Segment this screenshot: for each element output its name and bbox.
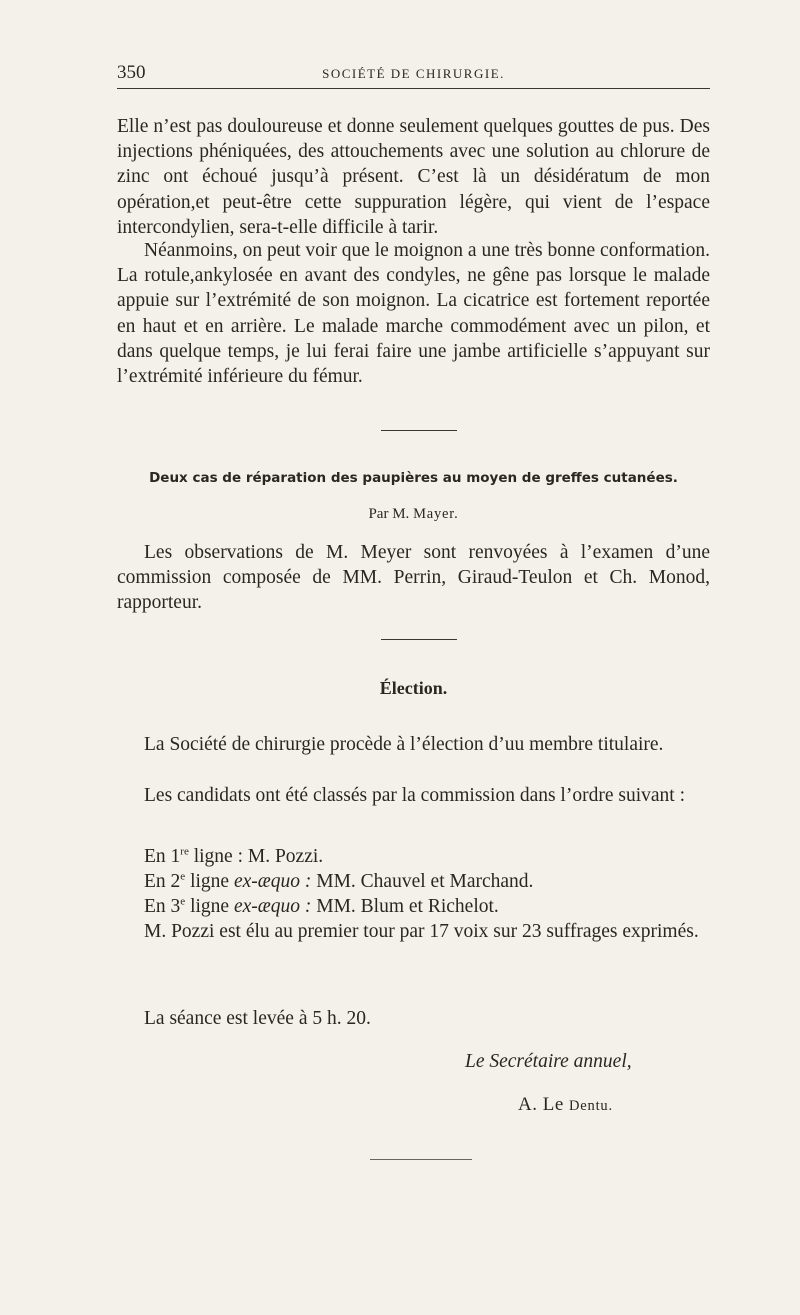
running-head: SOCIÉTÉ DE CHIRURGIE.: [322, 66, 505, 81]
paragraph-3: [117, 540, 710, 616]
byline-author: Mayer.: [413, 506, 459, 522]
candidate-text: ligne : M. Pozzi.: [188, 846, 324, 867]
section-title: Deux cas de réparation des paupières au moyen de greffes cutanées.: [149, 470, 678, 486]
signature-surname: Dentu.: [569, 1098, 613, 1114]
candidate-line-2: [144, 869, 533, 894]
signature-name: [518, 1094, 613, 1116]
candidate-names: MM. Chauvel et Marchand.: [311, 871, 534, 892]
ex-aequo-label: ex-æquo :: [233, 871, 312, 892]
candidate-names: MM. Blum et Richelot.: [311, 896, 499, 917]
rank-prefix: En 2: [144, 871, 181, 892]
paragraph-text: Néanmoins, on peut voir que le moignon a une très bonne conformation. La rotule,ankylosée en avant des condyles, ne gêne pas lorsque le malade appuie sur l’extrémité de son moignon. La cicatrice est fortement reportée en haut et en arrière. Le malade marche commodément avec un pilon, et dans quelque temps, je lui ferai faire une jambe artificielle s’appuyant sur l’extrémité inférieure du fémur.: [117, 240, 710, 388]
byline-prefix: Par M.: [368, 506, 410, 522]
paragraph-text: Les candidats ont été classés par la commission dans l’ordre suivant :: [144, 785, 685, 806]
paragraph-text: Les observations de M. Meyer sont renvoyées à l’examen d’une commission composée de MM. Perrin, Giraud-Teulon et Ch. Monod, rapporteur.: [117, 542, 710, 614]
candidate-text: ligne: [185, 871, 234, 892]
candidate-text: ligne: [185, 896, 234, 917]
paragraph-1: [117, 114, 710, 240]
paragraph-7: [117, 1006, 710, 1031]
candidate-line-1: [144, 844, 533, 869]
end-divider: [370, 1159, 472, 1160]
section-divider: [381, 430, 457, 431]
paragraph-text: La Société de chirurgie procède à l’élection d’uu membre titulaire.: [144, 734, 664, 755]
rank-suffix: re: [180, 845, 189, 858]
rank-suffix: e: [180, 895, 186, 908]
signature-role: Le Secrétaire annuel,: [465, 1051, 632, 1072]
paragraph-6: [117, 919, 710, 944]
paragraph-text: Elle n’est pas douloureuse et donne seulement quelques gouttes de pus. Des injections phéniquées, des attouchements avec une solution au chlorure de zinc ont échoué jusqu’à présent. C’est là un désidératum de mon opération,et peut-être cette suppuration légère, qui vient de l’espace intercondylien, sera-t-elle difficile à tarir.: [117, 116, 710, 238]
byline: [117, 506, 710, 523]
candidate-line-3: [144, 894, 533, 919]
paragraph-text: M. Pozzi est élu au premier tour par 17 voix sur 23 suffrages exprimés.: [144, 921, 699, 942]
rank-suffix: e: [180, 870, 186, 883]
signature-initial: A. Le: [518, 1094, 570, 1115]
election-title: Élection.: [379, 678, 448, 698]
rank-prefix: En 3: [144, 896, 181, 917]
paragraph-text: La séance est levée à 5 h. 20.: [144, 1008, 371, 1029]
ex-aequo-label: ex-æquo :: [233, 896, 312, 917]
paragraph-5: [117, 783, 710, 808]
section-divider: [381, 639, 457, 640]
paragraph-2: [117, 238, 710, 389]
candidate-list: [144, 844, 533, 919]
page-header: [117, 60, 710, 89]
paragraph-4: [117, 732, 710, 757]
rank-prefix: En 1: [144, 846, 181, 867]
page-number: 350: [117, 62, 146, 83]
